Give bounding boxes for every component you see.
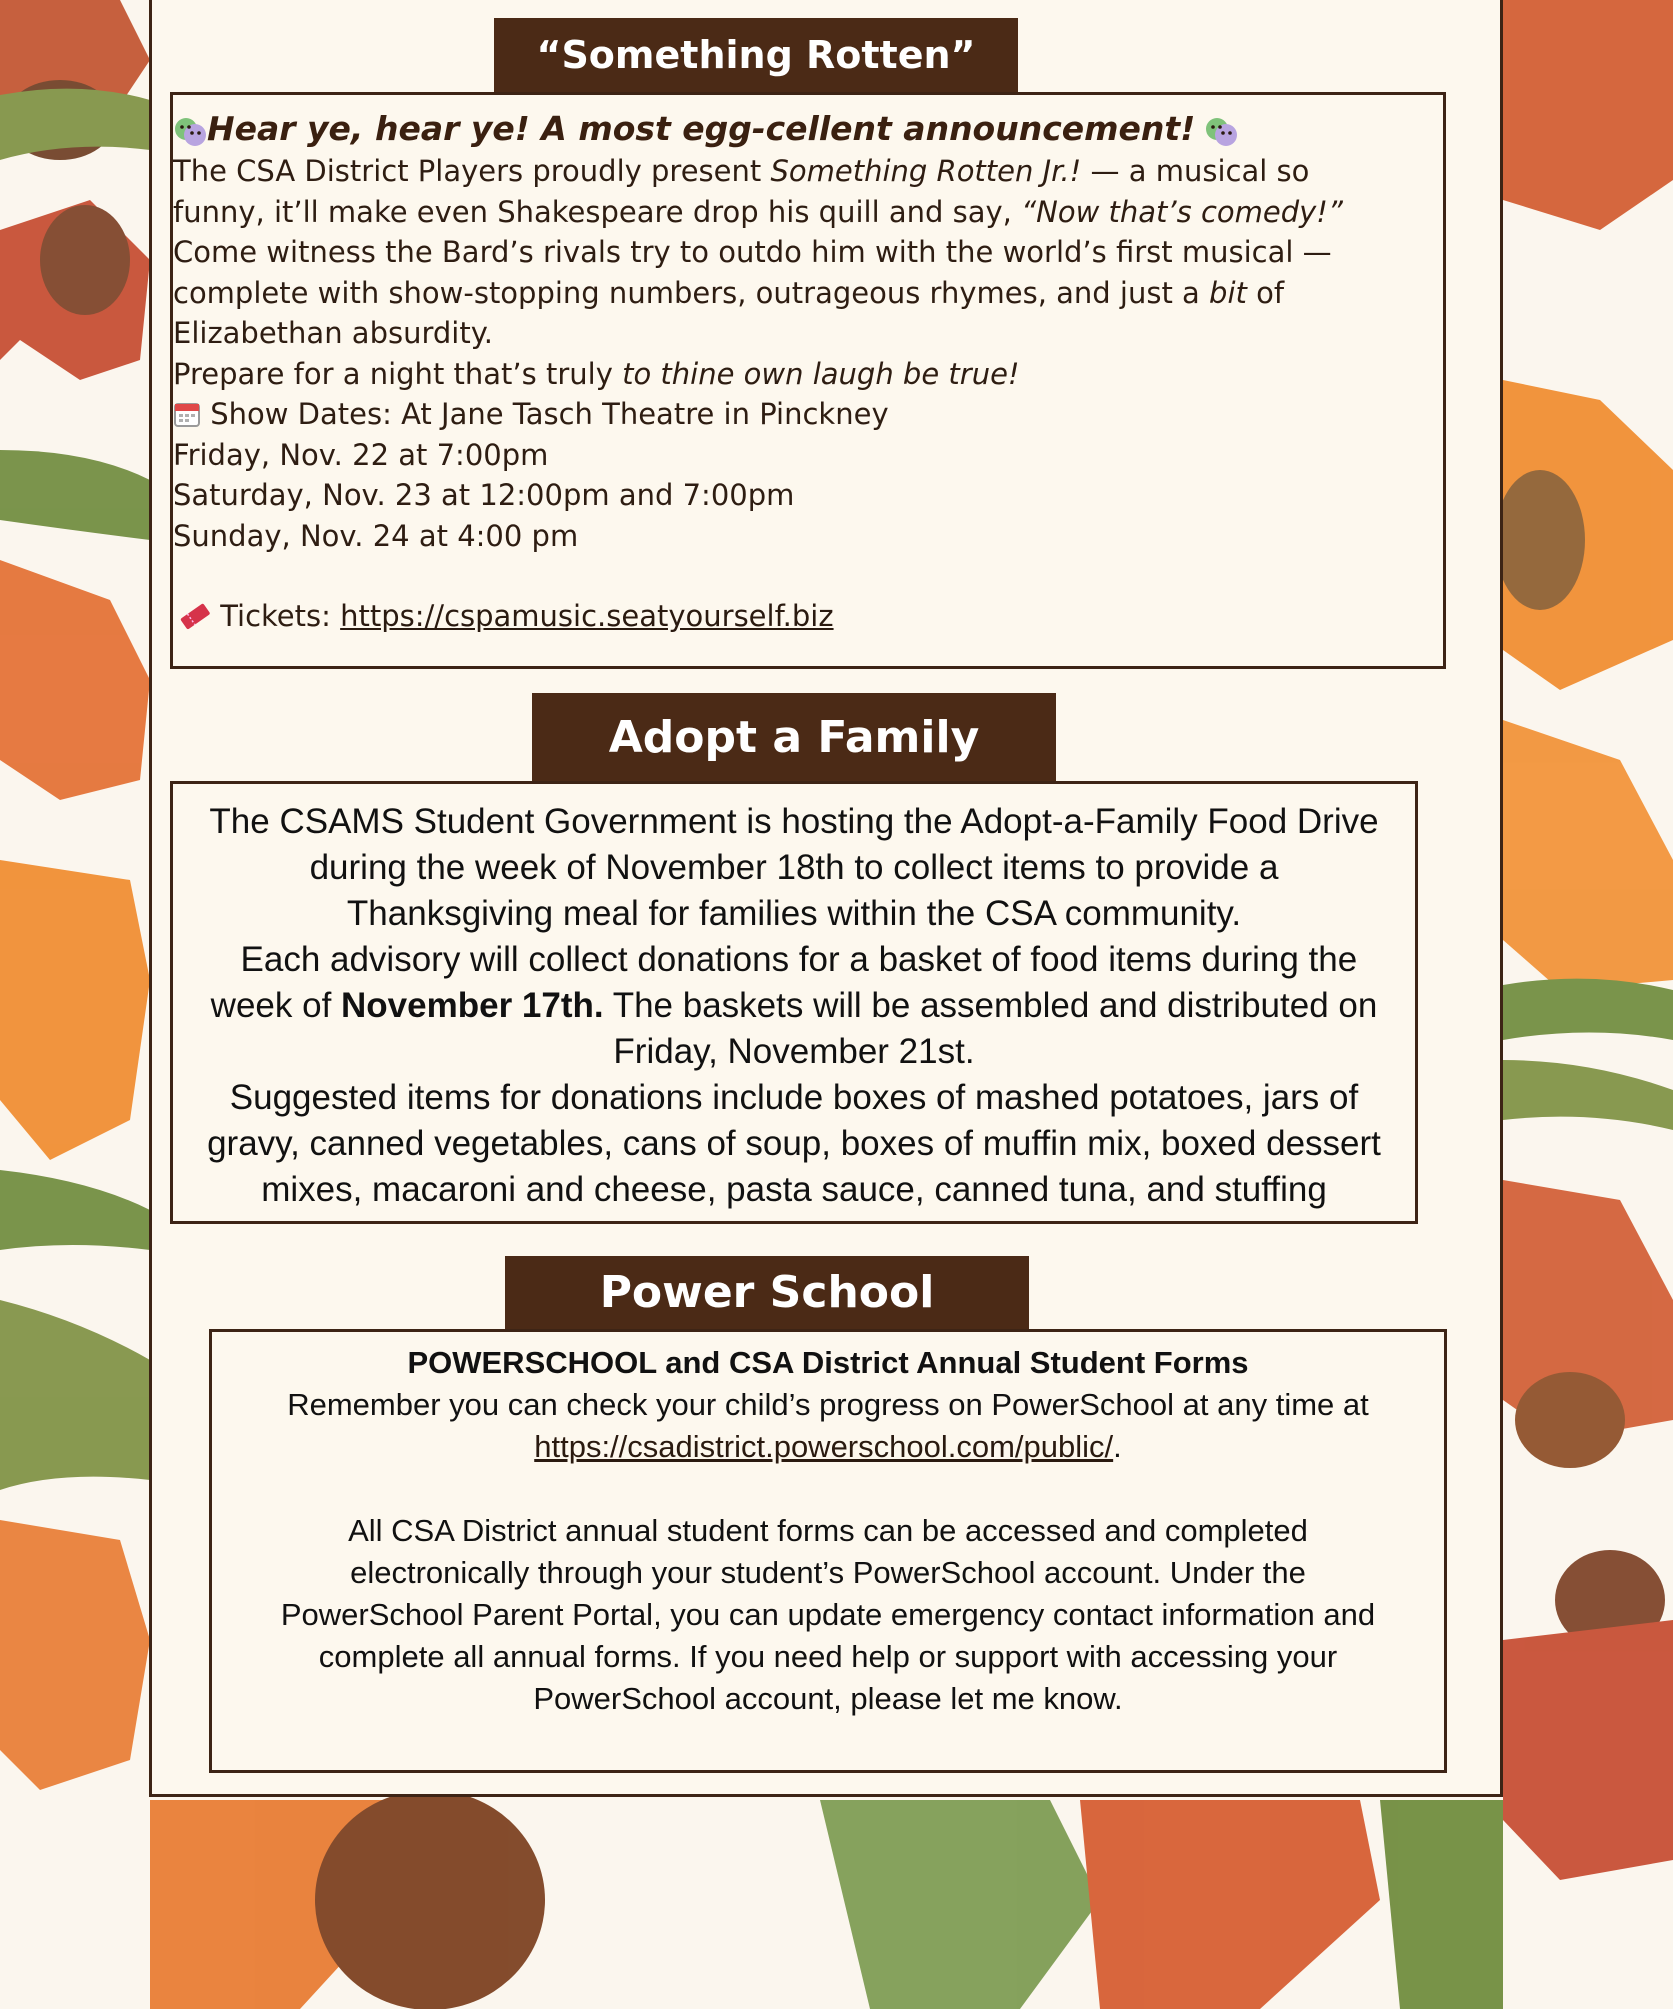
power-school-box <box>209 1329 1447 1773</box>
something-rotten-content <box>173 109 1343 637</box>
show-dates-line <box>173 394 1343 435</box>
paragraph-line: Come witness the Bard’s rivals try to outdo him with the world’s first musical — <box>173 235 1332 269</box>
something-rotten-title: “Something Rotten” <box>536 33 976 77</box>
adopt-family-box <box>170 781 1418 1224</box>
something-rotten-box <box>170 92 1446 669</box>
show-dates-label: Show Dates: At Jane Tasch Theatre in Pinckney <box>210 397 889 431</box>
text: . <box>1113 1429 1122 1464</box>
something-rotten-banner <box>494 18 1018 92</box>
paragraph-line: electronically through your student’s PowerSchool account. Under the <box>350 1555 1306 1590</box>
paragraph-line: complete all annual forms. If you need help or support with accessing your <box>318 1639 1338 1674</box>
power-school-banner <box>505 1256 1029 1329</box>
text: Prepare for a night that’s truly <box>173 356 623 391</box>
calendar-icon <box>173 400 201 428</box>
headline-line <box>173 109 1343 151</box>
headline: Hear ye, hear ye! A most egg-cellent announcement! <box>207 109 1196 148</box>
paragraph-line <box>173 192 1343 233</box>
paragraph-line: Remember you can check your child’s progress on PowerSchool at any time at <box>287 1387 1369 1422</box>
spacer <box>173 556 1343 596</box>
text: of <box>1246 275 1285 310</box>
paragraph-line: PowerSchool account, please let me know. <box>533 1681 1123 1716</box>
powerschool-link[interactable]: https://csadistrict.powerschool.com/public/ <box>534 1429 1114 1464</box>
show-title: Something Rotten Jr.! <box>770 154 1082 188</box>
paragraph-line <box>173 273 1343 314</box>
spacer <box>212 1468 1444 1510</box>
paragraph-line: Elizabethan absurdity. <box>173 316 493 350</box>
power-school-content <box>212 1342 1444 1720</box>
paragraph-line: All CSA District annual student forms can be accessed and completed <box>348 1513 1308 1548</box>
text: week of <box>210 986 342 1025</box>
adopt-family-banner <box>532 693 1056 781</box>
ticket-icon <box>179 602 211 630</box>
text: The baskets will be assembled and distributed on <box>603 986 1378 1025</box>
date-emphasis: November 17th. <box>341 986 604 1025</box>
paragraph-line <box>173 151 1343 192</box>
show-date-item: Saturday, Nov. 23 at 12:00pm and 7:00pm <box>173 478 795 512</box>
paragraph-line: gravy, canned vegetables, cans of soup, boxes of muffin mix, boxed dessert <box>207 1124 1381 1163</box>
show-date-item: Sunday, Nov. 24 at 4:00 pm <box>173 518 579 553</box>
text: The CSA District Players proudly present <box>173 154 771 188</box>
adopt-family-content <box>173 799 1415 1213</box>
theater-masks-icon <box>173 117 207 147</box>
paragraph-line <box>173 354 1343 395</box>
power-school-heading: POWERSCHOOL and CSA District Annual Student Forms <box>407 1345 1249 1380</box>
tickets-link[interactable]: https://cspamusic.seatyourself.biz <box>340 599 834 633</box>
paragraph-line: Suggested items for donations include boxes of mashed potatoes, jars of <box>229 1078 1359 1117</box>
tickets-label: Tickets: <box>220 599 341 633</box>
text: — a musical so <box>1081 154 1310 188</box>
paragraph-line: Friday, November 21st. <box>613 1032 975 1071</box>
theater-masks-icon <box>1204 117 1238 147</box>
paragraph-line <box>212 1426 1444 1468</box>
emphasis: bit <box>1209 275 1247 310</box>
adopt-family-title: Adopt a Family <box>608 711 980 763</box>
paragraph-line: mixes, macaroni and cheese, pasta sauce, canned tuna, and stuffing <box>261 1170 1327 1209</box>
power-school-title: Power School <box>599 1267 935 1318</box>
emphasis: to thine own laugh be true! <box>622 356 1020 391</box>
show-date-item: Friday, Nov. 22 at 7:00pm <box>173 437 549 472</box>
quote: “Now that’s comedy!” <box>1021 194 1343 229</box>
paragraph-line: The CSAMS Student Government is hosting the Adopt-a-Family Food Drive <box>209 802 1379 841</box>
text: complete with show-stopping numbers, outrageous rhymes, and just a <box>173 275 1210 310</box>
text: funny, it’ll make even Shakespeare drop his quill and say, <box>173 194 1022 229</box>
paragraph-line <box>173 983 1415 1029</box>
paragraph-line: during the week of November 18th to collect items to provide a <box>309 848 1279 887</box>
paragraph-line: Thanksgiving meal for families within the CSA community. <box>346 894 1242 933</box>
paragraph-line: PowerSchool Parent Portal, you can update emergency contact information and <box>280 1597 1376 1632</box>
paragraph-line: Each advisory will collect donations for a basket of food items during the <box>230 940 1358 979</box>
tickets-line <box>173 596 1343 637</box>
